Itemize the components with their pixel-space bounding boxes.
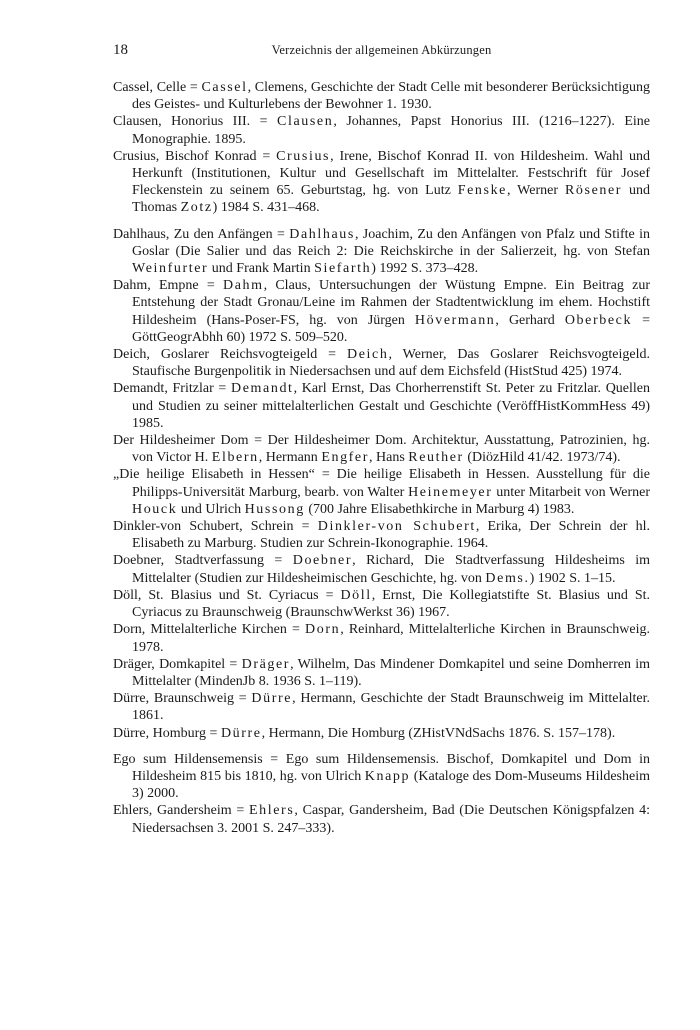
entry-text: (Kataloge des Dom-Museums Hildesheim 3) 2000. <box>132 768 650 802</box>
abbreviation-entry <box>113 621 650 655</box>
author-name: Döll <box>340 587 372 603</box>
entry-text: (700 Jahre Elisabethkirche in Marburg 4) 1983. <box>304 501 575 517</box>
abbreviation-entry <box>113 751 650 803</box>
entry-text: , Hermann <box>258 450 322 466</box>
entry-text: , Reinhard, Mittelalterliche Kirchen in Braunschweig. 1978. <box>132 622 650 655</box>
page-number: 18 <box>113 42 128 58</box>
entry-text: Ego sum Hildensemensis = Ego sum Hildensemensis. Bischof, Domkapitel und Dom in Hildesheim 815 bis 1810, hg. von Ulrich <box>113 751 650 784</box>
author-name: Ehlers <box>249 803 295 819</box>
entry-text: und Thomas <box>132 183 651 216</box>
entry-text: unter Mitarbeit von Werner <box>492 484 650 500</box>
entry-text: , Ernst, Die Kollegiatstifte St. Blasius und St. Cyriacus zu Braunschweig (BraunschwWerkst 36) 1967. <box>132 587 650 621</box>
author-name: Demandt <box>231 381 294 397</box>
author-name: Dems. <box>485 570 530 586</box>
entry-text: Dräger, Domkapitel = <box>113 656 242 672</box>
author-name: Dahlhaus <box>289 226 355 242</box>
entry-text: , Gerhard <box>495 312 565 328</box>
author-name: Dürre <box>251 691 293 707</box>
entry-text: und Frank Martin <box>208 261 315 277</box>
entry-group <box>113 79 650 217</box>
abbreviation-entry <box>113 380 650 432</box>
entry-text: Dorn, Mittelalterliche Kirchen = <box>113 622 306 638</box>
entry-text: = GöttGeogrAbhh 60) 1972 S. 509–520. <box>132 312 650 345</box>
author-name: Deich <box>347 347 389 363</box>
author-name: Crusius <box>276 148 331 164</box>
entry-text: , Irene, Bischof Konrad II. von Hildesheim. Wahl und Herkunft (Institutionen, Kultur und Gesellschaft im Mittelalter. Festschrift für Josef Fleckenstein zu seinem 65. Geburtstag, hg. von Lutz <box>132 148 650 199</box>
author-name: Dahm <box>222 278 264 294</box>
entry-text: , Johannes, Papst Honorius III. (1216–1227). Eine Monographie. 1895. <box>132 114 650 147</box>
author-name: Engfer <box>321 450 370 466</box>
author-name: Rösener <box>564 183 623 199</box>
author-name: Cassel <box>201 80 248 95</box>
abbreviation-entry <box>113 113 650 147</box>
author-name: Fenske <box>457 183 507 199</box>
author-name: Hussong <box>244 501 305 517</box>
abbreviation-entry <box>113 802 650 836</box>
entry-text: , Erika, Der Schrein der hl. Elisabeth zu Marburg. Studien zur Schrein-Ikonographie. 1964. <box>132 519 651 552</box>
entry-text: Döll, St. Blasius und St. Cyriacus = <box>113 587 341 603</box>
author-name: Dürre <box>220 725 262 741</box>
author-name: Dräger <box>241 656 291 672</box>
entry-text: Dürre, Homburg = <box>113 725 221 741</box>
abbreviation-entry <box>113 432 650 466</box>
entry-text: , Werner <box>507 183 565 199</box>
author-name: Elbern <box>211 450 259 466</box>
author-name: Dorn <box>305 622 341 638</box>
entry-text: , Werner, Das Goslarer Reichsvogteigeld. Staufische Burgenpolitik in Niedersachsen und auf dem Eichsfeld (HistStud 425) 1974. <box>132 347 650 380</box>
entry-text: ) 1984 S. 431–468. <box>212 200 320 216</box>
running-head: Verzeichnis der allgemeinen Abkürzungen <box>271 43 492 57</box>
entry-text: Der Hildesheimer Dom = Der Hildesheimer Dom. Architektur, Ausstattung, Patrozinien, hg. von Victor H. <box>113 433 650 466</box>
abbreviation-entry <box>113 148 650 217</box>
entry-text: , Karl Ernst, Das Chorherrenstift St. Peter zu Fritzlar. Quellen und Studien zu seiner mittelalterlichen Gestalt und Geschichte (VeröffHistKommHess 49) 1985. <box>132 381 651 431</box>
entry-text: (DiözHild 41/42. 1973/74). <box>463 450 621 466</box>
entry-text: , Joachim, Zu den Anfängen von Pfalz und Stifte in Goslar (Die Salier und das Reich 2: Die Reichskirche in der Salierzeit, hg. von Stefan <box>132 226 651 259</box>
entry-text: , Wilhelm, Das Mindener Domkapitel und seine Domherren im Mittelalter (MindenJb 8. 1936 S. 1–119). <box>132 656 650 689</box>
abbreviation-list <box>113 79 650 837</box>
entry-text: Dinkler-von Schubert, Schrein = <box>113 519 318 535</box>
entry-text: ) 1902 S. 1–15. <box>529 570 616 586</box>
entry-group <box>113 226 650 742</box>
entry-text: und Ulrich <box>177 501 245 517</box>
abbreviation-entry <box>113 656 650 690</box>
entry-text: Dahm, Empne = <box>113 278 223 294</box>
abbreviation-entry <box>113 346 650 380</box>
abbreviation-entry <box>113 690 650 724</box>
entry-text: , Hermann, Geschichte der Stadt Braunschweig im Mittelalter. 1861. <box>132 691 651 724</box>
entry-text: „Die heilige Elisabeth in Hessen“ = Die heilige Elisabeth in Hessen. Ausstellung für die Philipps-Universität Marburg, bearb. von Walter <box>113 467 650 500</box>
entry-text: Deich, Goslarer Reichsvogteigeld = <box>113 347 348 363</box>
author-name: Siefarth <box>314 261 372 277</box>
entry-text: , Clemens, Geschichte der Stadt Celle mit besonderer Berücksichtigung des Geistes- und Kulturlebens der Bewohner 1. 1930. <box>132 80 650 113</box>
abbreviation-entry <box>113 725 650 742</box>
author-name: Oberbeck <box>564 312 633 328</box>
author-name: Clausen <box>277 114 334 130</box>
entry-text: , Hans <box>369 450 409 466</box>
entry-text: Clausen, Honorius III. = <box>113 114 278 130</box>
entry-text: Dürre, Braunschweig = <box>113 691 252 707</box>
page-header <box>113 42 650 62</box>
entry-group <box>113 751 650 837</box>
entry-text: Doebner, Stadtverfassung = <box>113 553 293 569</box>
entry-text: Cassel, Celle = <box>113 80 202 95</box>
author-name: Knapp <box>364 768 411 784</box>
abbreviation-entry <box>113 79 650 113</box>
author-name: Reuther <box>408 450 464 466</box>
author-name: Hövermann <box>414 312 496 328</box>
abbreviation-entry <box>113 587 650 621</box>
entry-text: ) 1992 S. 373–428. <box>371 261 479 277</box>
entry-text: Dahlhaus, Zu den Anfängen = <box>113 226 290 242</box>
abbreviation-entry <box>113 552 650 586</box>
entry-text: , Claus, Untersuchungen der Wüstung Empne. Ein Beitrag zur Entstehung der Stadt Gronau/Leine im Rahmen der Stadtentwicklung im ehem. Hochstift Hildesheim (Hans-Poser-FS, hg. von Jürgen <box>132 278 651 328</box>
abbreviation-entry <box>113 466 650 518</box>
entry-text: Ehlers, Gandersheim = <box>113 803 249 819</box>
author-name: Dinkler-von Schubert <box>317 519 476 535</box>
entry-text: Demandt, Fritzlar = <box>113 381 232 397</box>
entry-text: , Hermann, Die Homburg (ZHistVNdSachs 1876. S. 157–178). <box>261 725 616 741</box>
author-name: Zotz <box>180 200 213 216</box>
abbreviation-entry <box>113 518 650 552</box>
abbreviation-entry <box>113 277 650 346</box>
abbreviation-entry <box>113 226 650 278</box>
entry-text: , Richard, Die Stadtverfassung Hildesheims im Mittelalter (Studien zur Hildesheimischen Geschichte, hg. von <box>132 553 650 586</box>
author-name: Houck <box>132 501 178 517</box>
entry-text: Crusius, Bischof Konrad = <box>113 148 277 164</box>
author-name: Weinfurter <box>132 261 209 277</box>
author-name: Doebner <box>292 553 353 569</box>
entry-text: , Caspar, Gandersheim, Bad (Die Deutschen Königspfalzen 4: Niedersachsen 3. 2001 S. 247–333). <box>132 803 650 836</box>
author-name: Heinemeyer <box>408 484 493 500</box>
